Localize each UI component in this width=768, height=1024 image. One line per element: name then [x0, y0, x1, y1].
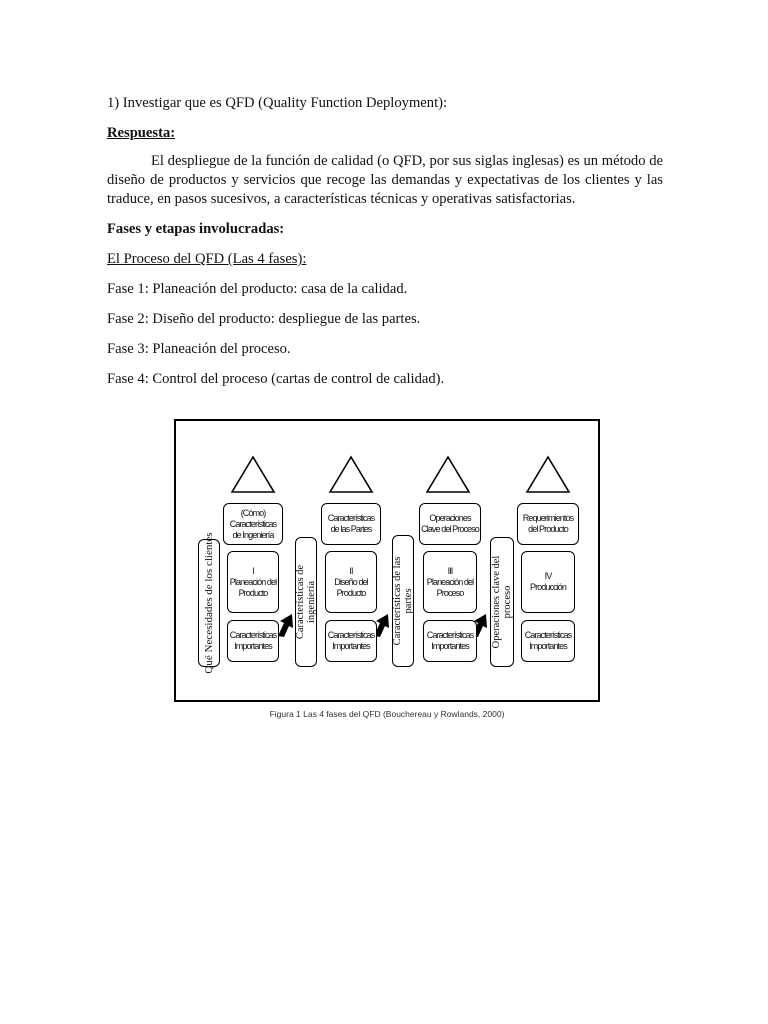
qfd-four-phases-figure: [174, 419, 600, 702]
answer-body: El despliegue de la función de calidad (o QFD, por sus siglas inglesas) es un método de diseño de productos y servicios que recoge las demandas y expectativas de los clientes y las traduce, en pasos sucesivos, a características técnicas y operativas satisfactorias.: [107, 153, 663, 207]
house-3-top: Operaciones Clave del Proceso: [419, 503, 481, 545]
roof-1: [232, 457, 274, 492]
house-2-middle: II Diseño del Producto: [325, 551, 377, 613]
question-line: 1) Investigar que es QFD (Quality Function Deployment):: [107, 95, 448, 111]
process-heading: El Proceso del QFD (Las 4 fases):: [107, 251, 307, 267]
house-4-top: Requerimientos del Producto: [517, 503, 579, 545]
side-label-3: Características de las partes: [392, 556, 414, 646]
house-3-bottom: Características Importantes: [423, 620, 477, 662]
house-4-middle: IV Producción: [521, 551, 575, 613]
side-label-box-2: [295, 537, 317, 667]
side-label-box-1: [198, 532, 220, 674]
roof-3: [427, 457, 469, 492]
answer-paragraph: [107, 152, 663, 209]
house-2-bottom: Características Importantes: [325, 620, 377, 662]
house-2-top: Características de las Partes: [321, 503, 381, 545]
phase-2: Fase 2: Diseño del producto: despliegue de las partes.: [107, 311, 421, 327]
roof-4: [527, 457, 569, 492]
phase-4: Fase 4: Control del proceso (cartas de control de calidad).: [107, 371, 445, 387]
side-label-box-4: [490, 537, 514, 667]
figure-caption: Figura 1 Las 4 fases del QFD (Bouchereau y Rowlands, 2000): [269, 709, 505, 719]
house-1-bottom: Características Importantes: [227, 620, 279, 662]
phases-heading: Fases y etapas involucradas:: [107, 221, 285, 237]
side-label-4: Operaciones clave del proceso: [491, 555, 513, 649]
roof-2: [330, 457, 372, 492]
side-label-1: Qué Necesidades de los clientes: [203, 532, 215, 674]
house-1-top: (Cómo) Características de Ingeniería: [223, 503, 283, 545]
side-label-2: Características de ingeniería: [295, 564, 317, 640]
house-1-middle: I Planeación del Producto: [227, 551, 279, 613]
side-label-box-3: [392, 535, 414, 667]
house-3-middle: III Planeación del Proceso: [423, 551, 477, 613]
phase-3: Fase 3: Planeación del proceso.: [107, 341, 291, 357]
phase-1: Fase 1: Planeación del producto: casa de la calidad.: [107, 281, 408, 297]
arrow-icon-1: [278, 614, 293, 637]
house-4-bottom: Características Importantes: [521, 620, 575, 662]
answer-heading: Respuesta:: [107, 125, 176, 141]
